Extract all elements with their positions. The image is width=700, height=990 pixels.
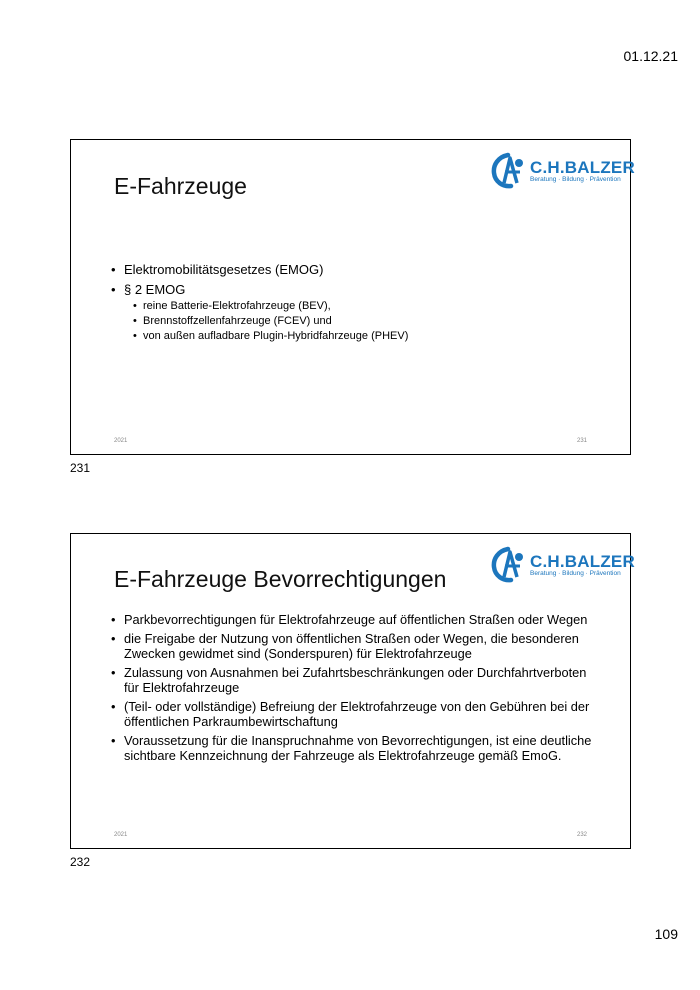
sub-bullet: • reine Batterie-Elektrofahrzeuge (BEV), (111, 299, 600, 314)
bullet: • Parkbevorrechtigungen für Elektrofahrzeuge auf öffentlichen Straßen oder Wegen (111, 612, 600, 628)
logo-brand: C.H.BALZER (530, 158, 635, 177)
bullet: • die Freigabe der Nutzung von öffentlichen Straßen oder Wegen, die besonderen Zwecken gewidmet sind (Sonderspuren) für Elektrofahrzeuge (111, 631, 600, 662)
sub-bullet: • von außen aufladbare Plugin-Hybridfahrzeuge (PHEV) (111, 329, 600, 344)
slide-232 (70, 533, 635, 849)
logo-mark-icon (490, 152, 526, 190)
slide-title: E-Fahrzeuge (114, 173, 247, 199)
footer-slide-number: 231 (576, 438, 587, 444)
logo-mark-icon (490, 546, 526, 584)
company-logo (490, 546, 635, 584)
bullet: • Zulassung von Ausnahmen bei Zufahrtsbeschränkungen oder Durchfahrtverboten für Elektrofahrzeuge (111, 665, 600, 696)
logo-tagline: Beratung · Bildung · Prävention (530, 570, 621, 577)
logo-brand: C.H.BALZER (530, 552, 635, 571)
footer-slide-number: 232 (576, 832, 587, 838)
slide-label: 232 (70, 855, 91, 869)
slide-body (111, 262, 600, 344)
logo-tagline: Beratung · Bildung · Prävention (530, 176, 621, 183)
bullet: • Elektromobilitätsgesetzes (EMOG) (111, 262, 600, 278)
footer-year: 2021 (114, 438, 128, 444)
company-logo (490, 152, 635, 190)
page-date: 01.12.21 (623, 48, 678, 64)
footer-year: 2021 (114, 832, 128, 838)
bullet: • § 2 EMOG (111, 282, 600, 298)
bullet: • (Teil- oder vollständige) Befreiung der Elektrofahrzeuge von den Gebühren bei der öffentlichen Parkraumbewirtschaftung (111, 699, 600, 730)
bullet: • Voraussetzung für die Inanspruchnahme von Bevorrechtigungen, ist eine deutliche sichtbare Kennzeichnung der Fahrzeuge als Elektrofahrzeuge gemäß EmoG. (111, 733, 600, 764)
slide-231 (70, 139, 635, 455)
slide-body (111, 612, 600, 768)
slide-label: 231 (70, 461, 91, 475)
page-number: 109 (654, 926, 678, 942)
sub-bullet: • Brennstoffzellenfahrzeuge (FCEV) und (111, 314, 600, 329)
slide-title: E-Fahrzeuge Bevorrechtigungen (114, 566, 447, 592)
